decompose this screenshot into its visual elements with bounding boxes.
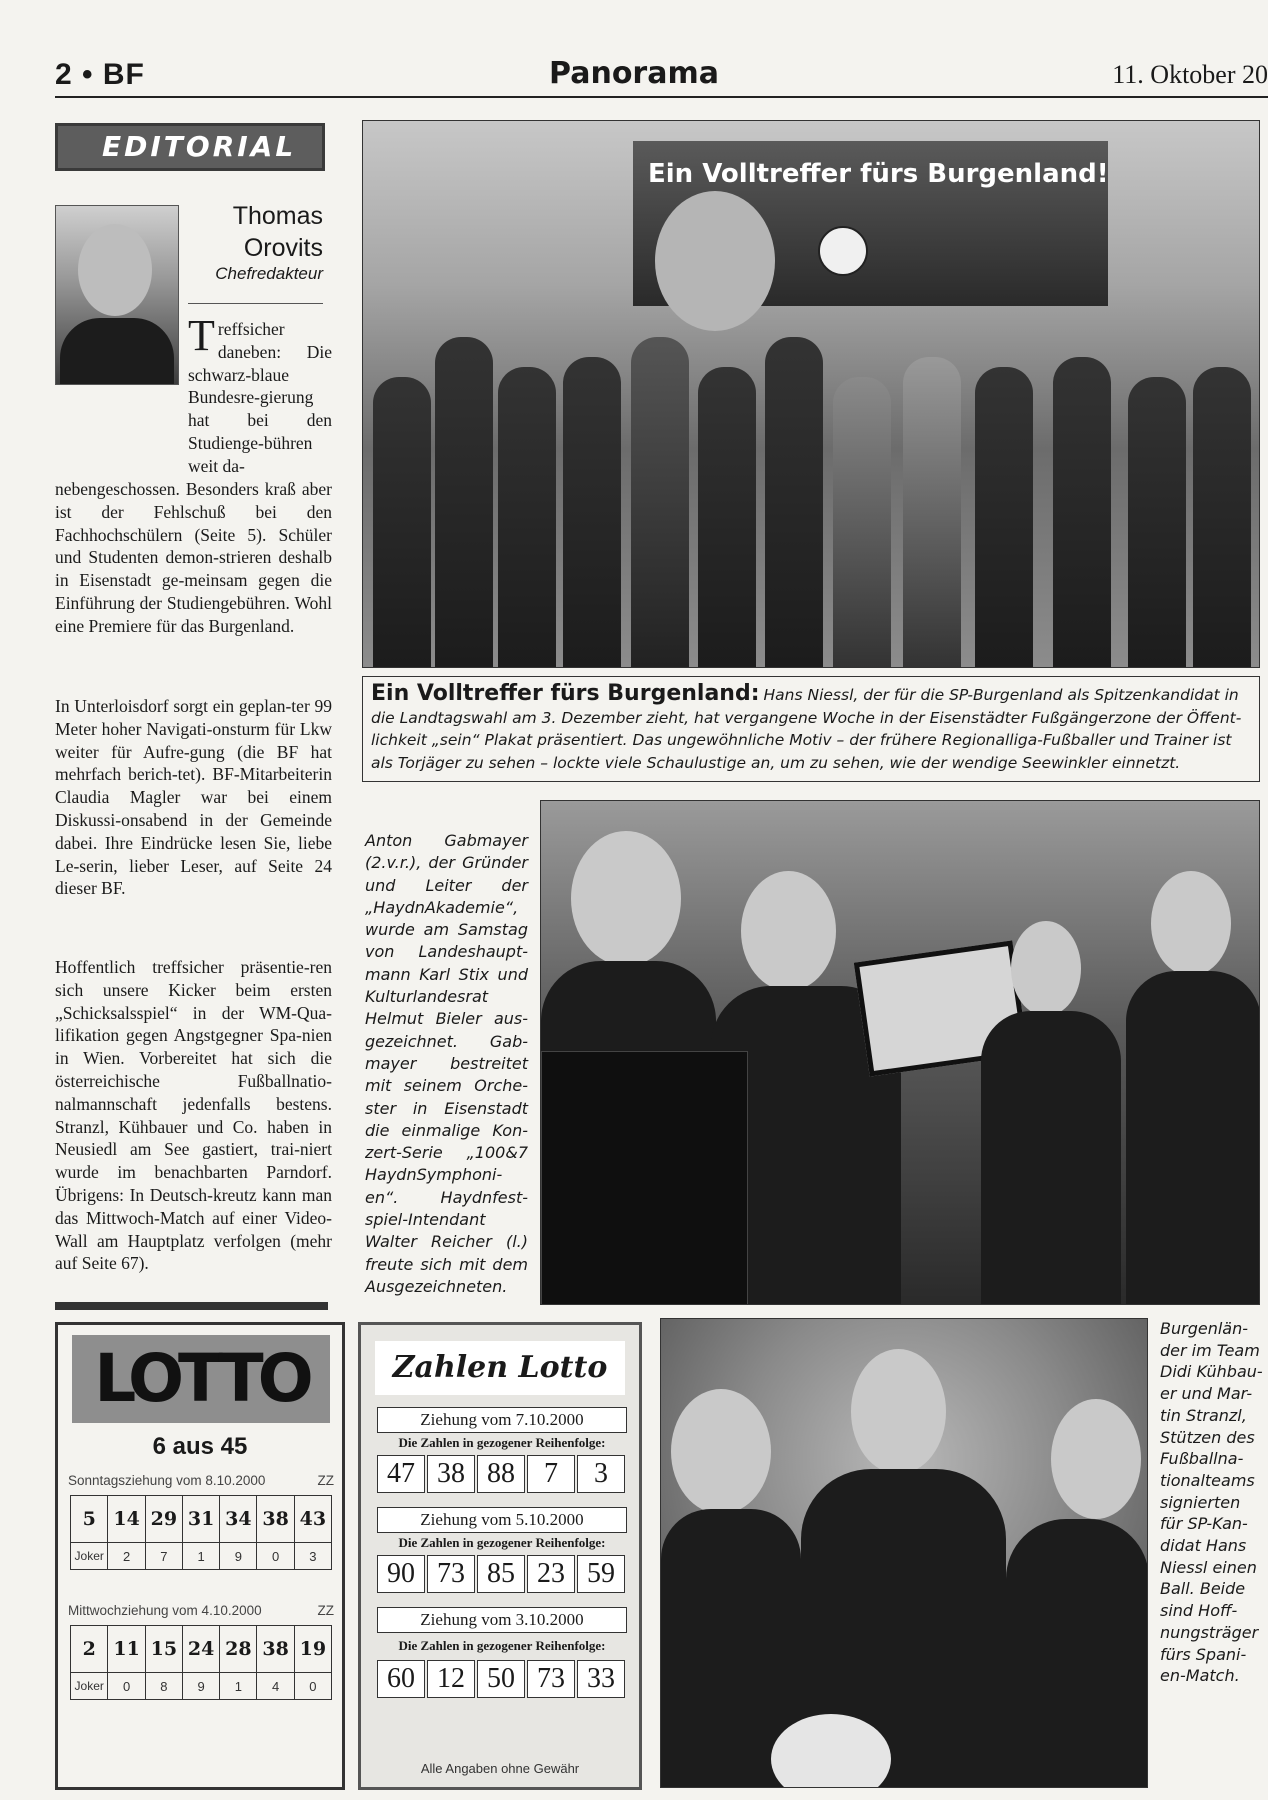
crowd-person <box>765 337 823 667</box>
poster-face <box>655 191 775 331</box>
zahlenlotto-numbers: 90 73 85 23 59 <box>377 1555 625 1593</box>
caption-campaign <box>362 676 1260 782</box>
crowd-person <box>975 367 1033 667</box>
crowd-person <box>631 337 689 667</box>
photo-campaign-poster <box>362 120 1260 668</box>
photo-haydn-award <box>540 800 1260 1305</box>
editorial-paragraph-3: Hoffentlich treffsicher präsentie-ren sich unsere Kicker beim ersten „Schicksalsspiel“ in der WM-Qua-lifikation gegen Angstgegner Spa-nien in Wien. Vorbereitet hat sich die österreichische Fußballnatio-nalmannschaft jedenfalls bestens. Stranzl, Kühbauer und Co. haben in Neusiedl am See gastiert, trai-niert wurde im benachbarten Parndorf. Übrigens: In Deutsch-kreutz kann man das Mittwoch-Match auf einer Video-Wall am Hauptplatz verfolgen (mehr auf Seite 67). <box>55 957 332 1274</box>
zahlenlotto-caption: Die Zahlen in gezogener Reihenfolge: <box>398 1535 606 1550</box>
editorial-title: EDITORIAL <box>55 123 325 171</box>
caption-haydn-award: Anton Gabmayer (2.v.r.), der Gründer und Leiter der „HaydnAkademie“, wurde am Samstag von Landeshaupt-mann Karl Stix und Kulturlandesrat Helmut Bieler aus-gezeichnet. Gab-mayer bestreitet mit seinem Orche-ster in Eisenstadt die einmalige Kon-zert-Serie „100&7 HaydnSymphoni-en“. Haydnfest-spiel-Intendant Walter Reicher (l.) freute sich mit dem Ausgezeichneten. <box>365 831 528 1296</box>
zahlenlotto-draw-date: Ziehung vom 7.10.2000 <box>377 1407 627 1433</box>
author-rule <box>188 303 323 304</box>
lotto-draw-table: 2 11 15 24 28 38 19 Joker 0 8 9 1 4 0 <box>70 1625 332 1700</box>
caption-football-signing: Burgenlän-der im Team Didi Kühbau-er und Mar-tin Stranzl, Stützen des Fußballna-tionalteams signierten für SP-Kan-didat Hans Niessl einen Ball. Beide sind Hoff-nungsträger fürs Spani-en-Match. <box>1160 1319 1263 1686</box>
lotto-subtitle: 6 aus 45 <box>152 1433 248 1460</box>
zahlenlotto-draw-date: Ziehung vom 5.10.2000 <box>377 1507 627 1533</box>
caption-campaign-headline: Ein Volltreffer fürs Burgenland: <box>371 681 760 706</box>
caption-campaign-body: Hans Niessl, der für die SP-Burgenland als Spitzenkandidat in die Landtagswahl am 3. Dezember zieht, hat vergangene Woche in der Eisenstädter Fußgängerzone der Öffent-lichkeit „sein“ Plakat präsentiert. Das ungewöhnliche Motiv – der frühere Regionalliga-Fußballer und Trainer ist als Torjäger zu sehen – lockte viele Schaulustige an, um zu sehen, wie der wendige Seewinkler einnetzt. <box>371 686 1242 772</box>
header-rule <box>55 96 1268 98</box>
crowd-person <box>373 377 431 667</box>
portrait-face <box>78 224 152 316</box>
person-body <box>1126 971 1260 1305</box>
zahlenlotto-draw-date: Ziehung vom 3.10.2000 <box>377 1607 627 1633</box>
zahlenlotto-box <box>358 1322 642 1790</box>
person-face <box>1011 921 1081 1016</box>
section-title: Panorama <box>549 56 719 91</box>
person-face <box>1051 1399 1141 1519</box>
poster-banner-text: Ein Volltreffer fürs Burgenland! <box>648 159 1109 189</box>
lotto-draw-date: Sonntagsziehung vom 8.10.2000 ZZ <box>68 1473 334 1488</box>
crowd-person <box>833 377 891 667</box>
poster-football-icon <box>818 226 868 276</box>
author-name: Thomas Orovits <box>232 202 323 262</box>
lotto-draw-date: Mittwochziehung vom 4.10.2000 ZZ <box>68 1603 334 1618</box>
person-face <box>741 871 836 991</box>
author-portrait <box>55 205 179 385</box>
crowd-person <box>903 357 961 667</box>
person-face <box>1151 871 1231 976</box>
person-body <box>1006 1519 1148 1788</box>
editorial-end-rule <box>55 1302 328 1310</box>
zahlenlotto-disclaimer: Alle Angaben ohne Gewähr <box>420 1761 580 1776</box>
page-number: 2 • BF <box>55 58 145 91</box>
editorial-paragraph-2: In Unterloisdorf sorgt ein geplan-ter 99 Meter hoher Navigati-onsturm für Lkw weiter für Aufre-gung (die BF hat mehrfach berich-tet). BF-Mitarbeiterin Claudia Magler war bei einem Diskussi-onsabend in der Gemeinde dabei. Ihre Eindrücke lesen Sie, liebe Le-serin, lieber Leser, auf Seite 24 dieser BF. <box>55 696 332 899</box>
person-body <box>981 1011 1121 1305</box>
issue-date: 11. Oktober 20 <box>1112 60 1268 89</box>
lotto-box <box>55 1322 345 1790</box>
zahlenlotto-numbers: 60 12 50 73 33 <box>377 1660 625 1698</box>
author-role: Chefredakteur <box>215 264 323 283</box>
zahlenlotto-logo: Zahlen Lotto <box>375 1341 625 1395</box>
crowd-person <box>1128 377 1186 667</box>
lotto-draw-table: 5 14 29 31 34 38 43 Joker 2 7 1 9 0 3 <box>70 1495 332 1570</box>
editorial-paragraph-1-end: nebengeschossen. Besonders kraß aber ist der Fehlschuß bei den Fachhochschülern (Seite 5). Schüler und Studenten demon-strieren deshalb in Eisenstadt ge-meinsam gegen die Einführung der Studiengebühren. Wohl eine Premiere für das Burgenland. <box>55 479 332 636</box>
zahlenlotto-caption: Die Zahlen in gezogener Reihenfolge: <box>398 1435 606 1450</box>
photo-football-signing <box>660 1318 1148 1788</box>
lotto-logo: LOTTO <box>72 1335 330 1423</box>
crowd-person <box>1193 367 1251 667</box>
crowd-person <box>1053 357 1111 667</box>
zahlenlotto-caption: Die Zahlen in gezogener Reihenfolge: <box>398 1638 606 1653</box>
certificate-folder <box>541 1051 748 1305</box>
crowd-person <box>498 367 556 667</box>
crowd-person <box>563 357 621 667</box>
crowd-person <box>698 367 756 667</box>
editorial-paragraph-1-start: Treffsicher daneben: Die schwarz-blaue Bundesre-gierung hat bei den Studienge-bühren weit da- <box>188 311 332 476</box>
person-face <box>851 1349 946 1474</box>
crowd-person <box>435 337 493 667</box>
portrait-shoulders <box>60 318 174 384</box>
person-face <box>671 1389 771 1514</box>
zahlenlotto-numbers: 47 38 88 7 3 <box>377 1455 625 1493</box>
person-face <box>571 831 681 966</box>
